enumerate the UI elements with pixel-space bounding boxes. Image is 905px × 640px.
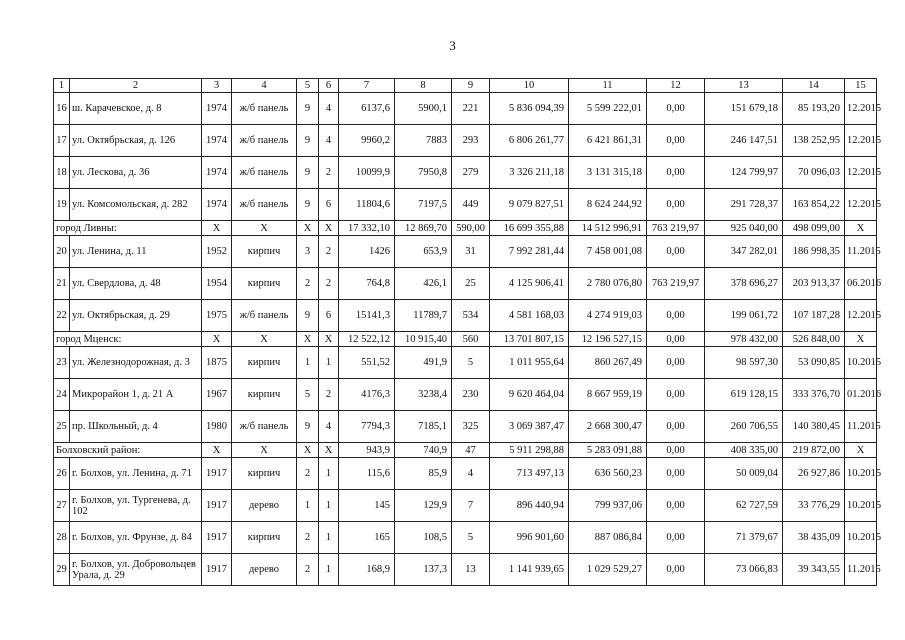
cell-d: 4 125 906,41 [490,268,569,300]
cell-e: 7 458 001,08 [569,236,647,268]
cell-d: 5 836 094,39 [490,93,569,125]
cell-ent: 1 [319,347,339,379]
cell-e: 2 668 300,47 [569,411,647,443]
cell-fl: 1 [297,347,319,379]
cell-g: 925 040,00 [705,221,783,236]
cell-year: 1875 [202,347,232,379]
cell-mat: ж/б панель [232,125,297,157]
cell-mat: X [232,332,297,347]
cell-f: 0,00 [647,157,705,189]
cell-h: 219 872,00 [783,443,845,458]
cell-e: 887 086,84 [569,522,647,554]
cell-a: 764,8 [339,268,395,300]
cell-ent: 4 [319,93,339,125]
cell-year: 1974 [202,93,232,125]
table-row [54,236,877,268]
group-summary-row [54,332,877,347]
cell-a: 1426 [339,236,395,268]
cell-year: 1917 [202,458,232,490]
cell-e: 1 029 529,27 [569,554,647,586]
cell-year: 1967 [202,379,232,411]
cell-date: 10.2015 [845,522,877,554]
cell-d: 1 011 955,64 [490,347,569,379]
cell-b: 129,9 [395,490,452,522]
cell-h: 203 913,37 [783,268,845,300]
housing-table [53,78,882,586]
table-row [54,554,877,586]
row-number: 17 [54,125,70,157]
cell-a: 12 522,12 [339,332,395,347]
row-number: 25 [54,411,70,443]
cell-b: 12 869,70 [395,221,452,236]
cell-year: 1954 [202,268,232,300]
cell-a: 551,52 [339,347,395,379]
cell-ent: 1 [319,458,339,490]
cell-h: 140 380,45 [783,411,845,443]
cell-c: 4 [452,458,490,490]
cell-e: 12 196 527,15 [569,332,647,347]
cell-year: 1974 [202,157,232,189]
cell-d: 713 497,13 [490,458,569,490]
cell-fl: X [297,443,319,458]
cell-year: 1917 [202,522,232,554]
cell-c: 5 [452,347,490,379]
cell-fl: X [297,221,319,236]
cell-h: 26 927,86 [783,458,845,490]
row-number: 22 [54,300,70,332]
cell-f: 0,00 [647,125,705,157]
cell-g: 199 061,72 [705,300,783,332]
table-row [54,347,877,379]
cell-e: 799 937,06 [569,490,647,522]
table-row [54,522,877,554]
cell-ent: 6 [319,300,339,332]
cell-g: 62 727,59 [705,490,783,522]
cell-e: 860 267,49 [569,347,647,379]
cell-f: 0,00 [647,236,705,268]
cell-f: 0,00 [647,522,705,554]
table-row [54,300,877,332]
cell-h: 498 099,00 [783,221,845,236]
cell-g: 619 128,15 [705,379,783,411]
cell-date: 12.2015 [845,300,877,332]
cell-b: 426,1 [395,268,452,300]
cell-d: 3 326 211,18 [490,157,569,189]
cell-a: 145 [339,490,395,522]
address-cell: ул. Свердлова, д. 48 [70,268,202,300]
cell-mat: ж/б панель [232,93,297,125]
cell-h: 33 776,29 [783,490,845,522]
cell-a: 115,6 [339,458,395,490]
cell-b: 740,9 [395,443,452,458]
cell-g: 124 799,97 [705,157,783,189]
cell-a: 943,9 [339,443,395,458]
table-row [54,189,877,221]
cell-a: 6137,6 [339,93,395,125]
cell-f: 0,00 [647,300,705,332]
column-header-3: 3 [202,79,232,93]
cell-c: 31 [452,236,490,268]
cell-g: 378 696,27 [705,268,783,300]
address-cell: ул. Ленина, д. 11 [70,236,202,268]
group-summary-row [54,443,877,458]
row-number: 24 [54,379,70,411]
cell-ent: 2 [319,268,339,300]
column-header-6: 6 [319,79,339,93]
cell-mat: кирпич [232,522,297,554]
row-number: 28 [54,522,70,554]
cell-ent: 2 [319,379,339,411]
address-cell: г. Болхов, ул. Тургенева, д. 102 [70,490,202,522]
cell-ent: 6 [319,189,339,221]
cell-g: 347 282,01 [705,236,783,268]
cell-b: 7185,1 [395,411,452,443]
cell-d: 6 806 261,77 [490,125,569,157]
cell-e: 636 560,23 [569,458,647,490]
cell-mat: кирпич [232,236,297,268]
address-cell: Микрорайон 1, д. 21 А [70,379,202,411]
cell-b: 491,9 [395,347,452,379]
address-cell: ул. Железнодорожная, д. 3 [70,347,202,379]
cell-mat: ж/б панель [232,300,297,332]
row-number: 18 [54,157,70,189]
column-header-11: 11 [569,79,647,93]
group-label: город Мценск: [54,332,202,347]
cell-h: 163 854,22 [783,189,845,221]
cell-c: 7 [452,490,490,522]
table-row [54,125,877,157]
cell-a: 165 [339,522,395,554]
address-cell: г. Болхов, ул. Добровольцев Урала, д. 29 [70,554,202,586]
cell-h: 186 998,35 [783,236,845,268]
cell-mat: кирпич [232,379,297,411]
cell-e: 3 131 315,18 [569,157,647,189]
cell-h: 333 376,70 [783,379,845,411]
cell-date: 11.2015 [845,411,877,443]
cell-e: 8 624 244,92 [569,189,647,221]
cell-f: 0,00 [647,347,705,379]
cell-e: 14 512 996,91 [569,221,647,236]
table-row [54,458,877,490]
cell-c: 534 [452,300,490,332]
cell-fl: 9 [297,300,319,332]
table-row [54,157,877,189]
cell-f: 0,00 [647,93,705,125]
cell-g: 260 706,55 [705,411,783,443]
cell-g: 98 597,30 [705,347,783,379]
cell-mat: X [232,443,297,458]
cell-g: 71 379,67 [705,522,783,554]
cell-ent: X [319,332,339,347]
cell-b: 108,5 [395,522,452,554]
address-cell: г. Болхов, ул. Фрунзе, д. 84 [70,522,202,554]
cell-fl: 2 [297,458,319,490]
cell-year: 1980 [202,411,232,443]
cell-d: 5 911 298,88 [490,443,569,458]
cell-mat: ж/б панель [232,411,297,443]
column-header-8: 8 [395,79,452,93]
cell-h: 38 435,09 [783,522,845,554]
column-header-12: 12 [647,79,705,93]
cell-g: 408 335,00 [705,443,783,458]
cell-date: 01.2016 [845,379,877,411]
cell-b: 7197,5 [395,189,452,221]
cell-a: 11804,6 [339,189,395,221]
cell-year: 1917 [202,554,232,586]
cell-fl: 2 [297,554,319,586]
cell-date: 06.2016 [845,268,877,300]
cell-year: X [202,221,232,236]
cell-f: 0,00 [647,458,705,490]
cell-year: X [202,443,232,458]
column-header-15: 15 [845,79,877,93]
cell-fl: 2 [297,522,319,554]
row-number: 19 [54,189,70,221]
cell-a: 10099,9 [339,157,395,189]
cell-e: 6 421 861,31 [569,125,647,157]
cell-e: 5 283 091,88 [569,443,647,458]
address-cell: ш. Карачевское, д. 8 [70,93,202,125]
table-row [54,93,877,125]
cell-date: 10.2015 [845,490,877,522]
cell-c: 5 [452,522,490,554]
row-number: 23 [54,347,70,379]
cell-e: 8 667 959,19 [569,379,647,411]
cell-d: 9 620 464,04 [490,379,569,411]
cell-g: 50 009,04 [705,458,783,490]
cell-d: 16 699 355,88 [490,221,569,236]
row-number: 21 [54,268,70,300]
cell-d: 13 701 807,15 [490,332,569,347]
cell-fl: 9 [297,411,319,443]
cell-h: 138 252,95 [783,125,845,157]
cell-f: 0,00 [647,411,705,443]
table-row [54,490,877,522]
cell-year: 1974 [202,189,232,221]
column-header-2: 2 [70,79,202,93]
cell-h: 107 187,28 [783,300,845,332]
column-header-5: 5 [297,79,319,93]
cell-h: 53 090,85 [783,347,845,379]
cell-a: 4176,3 [339,379,395,411]
cell-a: 9960,2 [339,125,395,157]
cell-date: 12.2015 [845,93,877,125]
cell-c: 221 [452,93,490,125]
cell-c: 293 [452,125,490,157]
page-number: 3 [449,38,456,53]
cell-f: 0,00 [647,379,705,411]
cell-f: 0,00 [647,332,705,347]
cell-f: 0,00 [647,554,705,586]
address-cell: пр. Школьный, д. 4 [70,411,202,443]
cell-ent: X [319,221,339,236]
cell-mat: кирпич [232,268,297,300]
address-cell: ул. Комсомольская, д. 282 [70,189,202,221]
cell-ent: 1 [319,522,339,554]
cell-b: 10 915,40 [395,332,452,347]
table-row [54,268,877,300]
cell-c: 25 [452,268,490,300]
cell-ent: 4 [319,411,339,443]
row-number: 29 [54,554,70,586]
cell-f: 0,00 [647,189,705,221]
address-cell: ул. Октябрьская, д. 29 [70,300,202,332]
cell-h: 526 848,00 [783,332,845,347]
cell-date: 11.2015 [845,236,877,268]
cell-c: 590,00 [452,221,490,236]
cell-g: 291 728,37 [705,189,783,221]
cell-b: 5900,1 [395,93,452,125]
cell-b: 11789,7 [395,300,452,332]
cell-date: X [845,332,877,347]
cell-b: 85,9 [395,458,452,490]
cell-fl: 9 [297,189,319,221]
cell-date: 12.2015 [845,157,877,189]
cell-ent: 2 [319,157,339,189]
cell-mat: ж/б панель [232,189,297,221]
cell-mat: ж/б панель [232,157,297,189]
column-header-4: 4 [232,79,297,93]
cell-fl: X [297,332,319,347]
cell-date: X [845,221,877,236]
cell-c: 560 [452,332,490,347]
cell-year: X [202,332,232,347]
cell-h: 70 096,03 [783,157,845,189]
cell-date: 10.2015 [845,347,877,379]
cell-c: 230 [452,379,490,411]
cell-date: 11.2015 [845,554,877,586]
cell-e: 5 599 222,01 [569,93,647,125]
cell-mat: X [232,221,297,236]
cell-mat: кирпич [232,347,297,379]
cell-ent: 1 [319,490,339,522]
cell-d: 996 901,60 [490,522,569,554]
cell-f: 0,00 [647,490,705,522]
cell-ent: 2 [319,236,339,268]
cell-year: 1917 [202,490,232,522]
group-summary-row [54,221,877,236]
cell-f: 763 219,97 [647,221,705,236]
cell-g: 978 432,00 [705,332,783,347]
cell-a: 15141,3 [339,300,395,332]
cell-a: 17 332,10 [339,221,395,236]
column-header-14: 14 [783,79,845,93]
cell-ent: 1 [319,554,339,586]
cell-b: 7950,8 [395,157,452,189]
cell-date: X [845,443,877,458]
cell-f: 0,00 [647,443,705,458]
row-number: 16 [54,93,70,125]
cell-b: 653,9 [395,236,452,268]
cell-f: 763 219,97 [647,268,705,300]
cell-mat: дерево [232,554,297,586]
cell-e: 4 274 919,03 [569,300,647,332]
cell-date: 10.2015 [845,458,877,490]
cell-ent: X [319,443,339,458]
cell-fl: 9 [297,157,319,189]
cell-date: 12.2015 [845,125,877,157]
address-cell: ул. Лескова, д. 36 [70,157,202,189]
column-header-10: 10 [490,79,569,93]
cell-e: 2 780 076,80 [569,268,647,300]
table-row [54,411,877,443]
cell-b: 137,3 [395,554,452,586]
cell-a: 7794,3 [339,411,395,443]
cell-date: 12.2015 [845,189,877,221]
cell-b: 3238,4 [395,379,452,411]
cell-h: 39 343,55 [783,554,845,586]
cell-year: 1974 [202,125,232,157]
cell-ent: 4 [319,125,339,157]
cell-c: 13 [452,554,490,586]
cell-mat: дерево [232,490,297,522]
cell-fl: 9 [297,93,319,125]
cell-a: 168,9 [339,554,395,586]
group-label: Болховский район: [54,443,202,458]
group-label: город Ливны: [54,221,202,236]
column-header-9: 9 [452,79,490,93]
row-number: 26 [54,458,70,490]
cell-b: 7883 [395,125,452,157]
cell-fl: 1 [297,490,319,522]
row-number: 27 [54,490,70,522]
table-row [54,379,877,411]
cell-year: 1975 [202,300,232,332]
column-header-7: 7 [339,79,395,93]
column-header-13: 13 [705,79,783,93]
address-cell: ул. Октябрьская, д. 126 [70,125,202,157]
cell-c: 449 [452,189,490,221]
cell-d: 896 440,94 [490,490,569,522]
cell-c: 325 [452,411,490,443]
column-header-1: 1 [54,79,70,93]
cell-d: 9 079 827,51 [490,189,569,221]
cell-d: 4 581 168,03 [490,300,569,332]
cell-g: 246 147,51 [705,125,783,157]
cell-year: 1952 [202,236,232,268]
table-header-row [54,79,877,93]
cell-c: 279 [452,157,490,189]
cell-g: 151 679,18 [705,93,783,125]
address-cell: г. Болхов, ул. Ленина, д. 71 [70,458,202,490]
cell-d: 7 992 281,44 [490,236,569,268]
cell-h: 85 193,20 [783,93,845,125]
cell-fl: 9 [297,125,319,157]
cell-fl: 5 [297,379,319,411]
cell-c: 47 [452,443,490,458]
row-number: 20 [54,236,70,268]
cell-mat: кирпич [232,458,297,490]
cell-fl: 3 [297,236,319,268]
cell-d: 3 069 387,47 [490,411,569,443]
cell-g: 73 066,83 [705,554,783,586]
cell-fl: 2 [297,268,319,300]
cell-d: 1 141 939,65 [490,554,569,586]
